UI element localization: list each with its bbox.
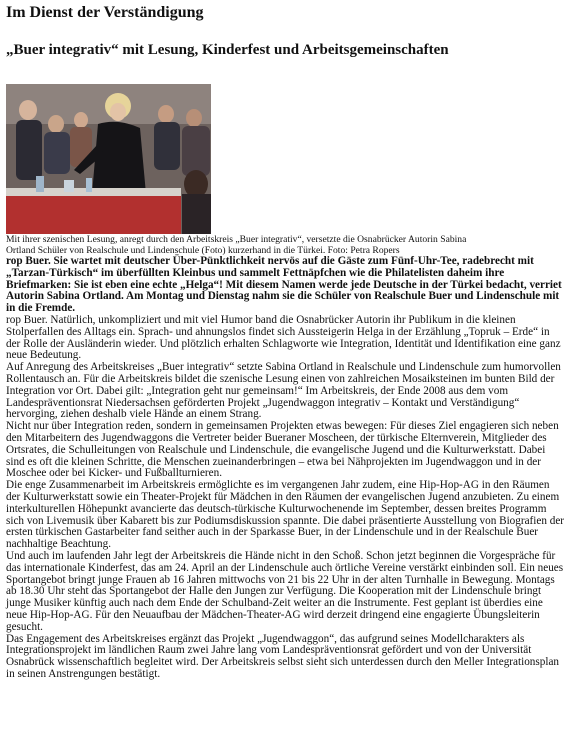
body-paragraph-1: rop Buer. Natürlich, unkompliziert und mit viel Humor band die Osnabrücker Autorin ihr Publikum in die kleinen Stolperfallen des Alltags ein. Sprach- und ahnungslos findet sich Aussteigerin Helga in der Erzählung „Topruk – Erde“ in der Rolle der Ausländerin wieder. Und plötzlich erhalten Schlagworte wie Integration, Identität und Identifikation eine ganz neue Bedeutung. [6, 313, 561, 362]
body-paragraph-3: Nicht nur über Integration reden, sondern in gemeinsamen Projekten etwas bewegen: Für dieses Ziel engagieren sich neben den Mitarbeitern des Jugendwaggons die Vertreter beider Bueraner Moscheen, der türkische Elternverein, Mitglieder des Ortsrates, die Schulleitungen von Realschule und Lindenschule, die evangelische Jugend und die Kulturwerkstatt. Dabei sind es oft die kleinen Schritte, die Menschen zueinanderbringen – etwa bei Nähprojekten im Jugendwaggon und in der Moschee oder bei Kicker- und Fußballturnieren. [6, 420, 559, 480]
photo-caption: Mit ihrer szenischen Lesung, anregt durch den Arbeitskreis „Buer integrativ“, versetzte die Osnabrücker Autorin Sabina Ortland Schüler von Realschule und Lindenschule (Foto) kurzerhand in die Türkei. Foto: Petra Ropers [6, 234, 467, 256]
article-body [6, 256, 566, 681]
photo-illustration [6, 84, 211, 234]
article-photo [6, 84, 211, 234]
body-paragraph-4: Die enge Zusammenarbeit im Arbeitskreis ermöglichte es im vergangenen Jahr zudem, eine Hip-Hop-AG in den Räumen der Kulturwerkstatt sowie ein Theater-Projekt für Mädchen in den Räumen der evangelischen Jugend anzubieten. Zu einem interkulturellen Höhepunkt avancierte das deutsch-türkische Kulturwochenende im September, dessen breites Programm sich von Livemusik über Kabarett bis zur Podiumsdiskussion spannte. Die dabei präsentierte Ausstellung von Biografien der ersten türkischen Gastarbeiter fand seither auch in der Sparkasse Buer, in der Lindenschule und in der Realschule Buer nachhaltige Beachtung. [6, 479, 565, 551]
body-paragraph-2: Auf Anregung des Arbeitskreises „Buer integrativ“ setzte Sabina Ortland in Realschule und Lindenschule zum humorvollen Rollentausch an. Für die Arbeitskreis bildet die szenische Lesung einen von zahlreichen Mosaiksteinen im bunten Bild der Integration vor Ort. Dabei gilt: „Integration geht nur gemeinsam!“ Im Arbeitskreis, der Ende 2008 aus dem vom Landespräventionsrat Niedersachsen geförderten Projekt „Jugendwaggon integrativ – Kontakt und Verständigung“ hervorging, ziehen deshalb viele Hände an einem Strang. [6, 361, 561, 421]
lead-paragraph: rop Buer. Sie wartet mit deutscher Über-Pünktlichkeit nervös auf die Gäste zum Fünf-Uhr-Tee, radebrecht mit „Tarzan-Türkisch“ im überfüllten Kleinbus und sammelt Fettnäpfchen wie die Philatelisten daheim ihre Briefmarken: Sie ist eben eine echte „Helga“! Mit diesem Namen werde jede Deutsche in der Türkei bedacht, verriet Autorin Sabina Ortland. Am Montag und Dienstag nahm sie die Schüler von Realschule Buer und Lindenschule mit in die Fremde. [6, 255, 562, 315]
headline: „Buer integrativ“ mit Lesung, Kinderfest und Arbeitsgemeinschaften [6, 42, 449, 58]
body-paragraph-5: Und auch im laufenden Jahr legt der Arbeitskreis die Hände nicht in den Schoß. Schon jetzt beginnen die Vorgespräche für das internationale Kinderfest, das am 24. April an der Lindenschule auch örtliche Vereine verstärkt einbinden soll. Ein neues Sportangebot bringt junge Frauen ab 16 Jahren mittwochs von 21 bis 22 Uhr in der alten Turnhalle in Bewegung. Montags ab 18.30 Uhr steht das Sportangebot der Halle den Jungen zur Verfügung. Die Kooperation mit der Lindenschule bringt junge Musiker künftig auch nach dem Ende der Schulband-Zeit weiter an die Instrumente. Fest geplant ist überdies eine neue Hip-Hop-AG. Für den Neuaufbau der Mädchen-Theater-AG wird derzeit dringend eine engagierte Übungsleiterin gesucht. [6, 549, 564, 633]
kicker-title: Im Dienst der Verständigung [6, 4, 204, 21]
body-paragraph-6: Das Engagement des Arbeitskreises ergänzt das Projekt „Jugendwaggon“, das aufgrund seines Modellcharakters als Integrationsprojekt im ländlichen Raum zwei Jahre lang vom Landespräventionsrat gefördert und von der Universität Osnabrück wissenschaftlich begleitet wird. Der Arbeitskreis selbst sieht sich unterdessen durch den Meller Integrationsplan in seinen Anstrengungen bestätigt. [6, 632, 560, 680]
